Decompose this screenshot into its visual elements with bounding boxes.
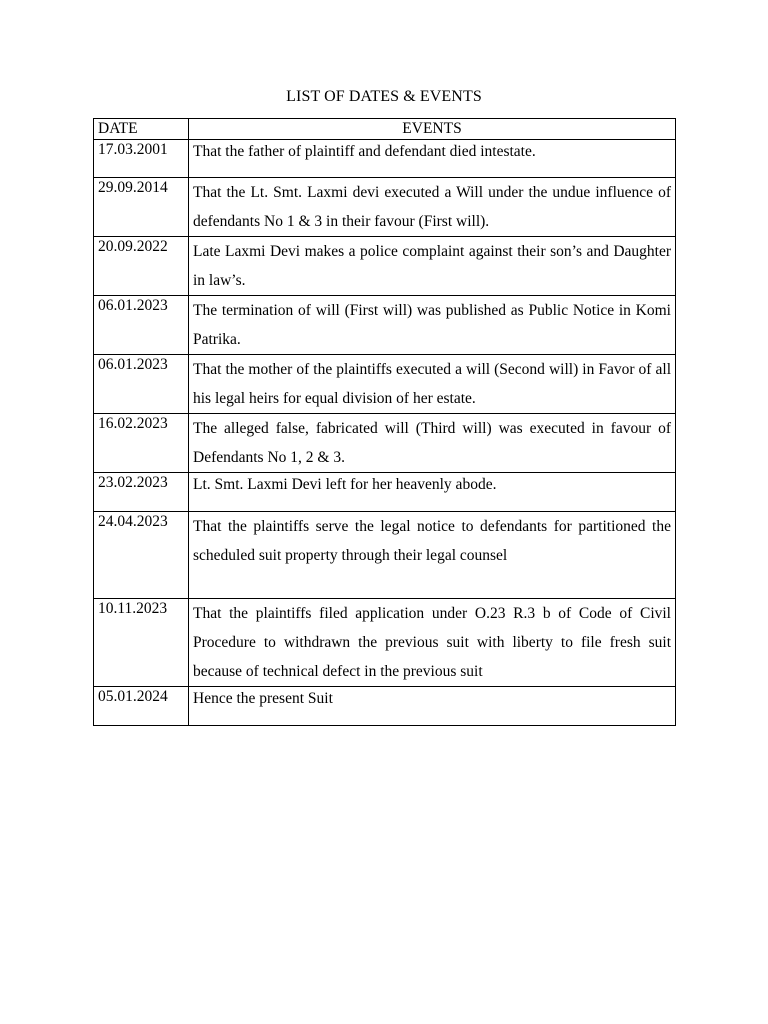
column-header-date: DATE — [94, 119, 189, 140]
row-date: 06.01.2023 — [94, 355, 189, 414]
column-header-events: EVENTS — [189, 119, 676, 140]
row-date: 20.09.2022 — [94, 237, 189, 296]
dates-events-table — [93, 118, 676, 726]
table-row — [94, 237, 676, 296]
row-date: 06.01.2023 — [94, 296, 189, 355]
row-event: That the father of plaintiff and defendant died intestate. — [189, 140, 676, 178]
row-date: 10.11.2023 — [94, 599, 189, 687]
table-row — [94, 140, 676, 178]
page-title: LIST OF DATES & EVENTS — [286, 88, 482, 105]
table-row — [94, 296, 676, 355]
table-header-row — [94, 119, 676, 140]
row-event: Lt. Smt. Laxmi Devi left for her heavenly abode. — [189, 473, 676, 512]
row-event: Late Laxmi Devi makes a police complaint against their son’s and Daughter in law’s. — [189, 237, 676, 296]
row-date: 24.04.2023 — [94, 512, 189, 599]
row-event: That the Lt. Smt. Laxmi devi executed a Will under the undue influence of defendants No 1 & 3 in their favour (First will). — [189, 178, 676, 237]
table-row — [94, 414, 676, 473]
row-date: 16.02.2023 — [94, 414, 189, 473]
table-row — [94, 178, 676, 237]
table-row — [94, 473, 676, 512]
row-event: That the plaintiffs serve the legal notice to defendants for partitioned the scheduled suit property through their legal counsel — [189, 512, 676, 599]
row-event: That the plaintiffs filed application under O.23 R.3 b of Code of Civil Procedure to withdrawn the previous suit with liberty to file fresh suit because of technical defect in the previous suit — [189, 599, 676, 687]
row-date: 29.09.2014 — [94, 178, 189, 237]
row-event: That the mother of the plaintiffs executed a will (Second will) in Favor of all his legal heirs for equal division of her estate. — [189, 355, 676, 414]
row-event: The alleged false, fabricated will (Third will) was executed in favour of Defendants No 1, 2 & 3. — [189, 414, 676, 473]
row-date: 23.02.2023 — [94, 473, 189, 512]
row-event: Hence the present Suit — [189, 687, 676, 726]
table-row — [94, 355, 676, 414]
row-event: The termination of will (First will) was published as Public Notice in Komi Patrika. — [189, 296, 676, 355]
table-row — [94, 512, 676, 599]
table-row — [94, 599, 676, 687]
table-row — [94, 687, 676, 726]
row-date: 17.03.2001 — [94, 140, 189, 178]
row-date: 05.01.2024 — [94, 687, 189, 726]
